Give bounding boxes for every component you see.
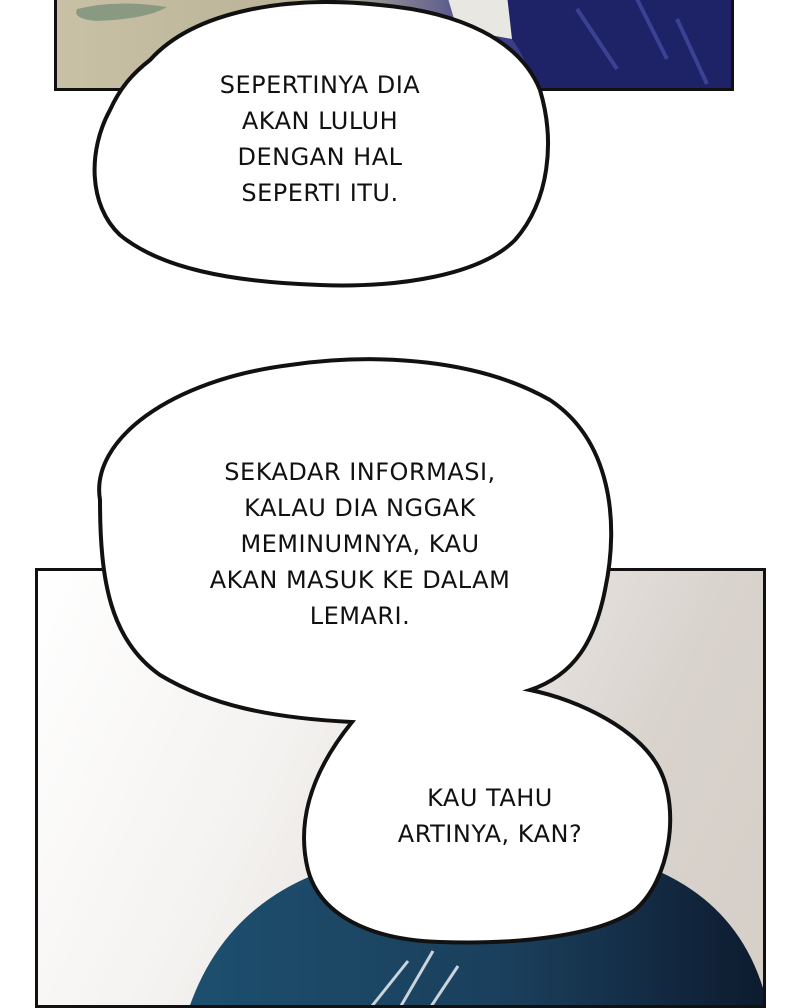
middle-bubble-line-1: SEKADAR INFORMASI, [224, 458, 496, 486]
top-bubble-line-3: DENGAN HAL [237, 143, 403, 171]
middle-bubble-line-4: AKAN MASUK KE DALAM [209, 566, 511, 594]
tail-bubble-text [360, 780, 620, 852]
middle-bubble-text [140, 454, 580, 634]
top-bubble-line-1: SEPERTINYA DIA [219, 71, 421, 99]
middle-speech-bubble [99, 359, 670, 942]
tail-bubble-line-1: KAU TAHU [427, 784, 553, 812]
middle-bubble-line-5: LEMARI. [309, 602, 411, 630]
tail-bubble-line-2: ARTINYA, KAN? [397, 820, 583, 848]
top-bubble-line-4: SEPERTI ITU. [241, 179, 399, 207]
top-bubble-line-2: AKAN LULUH [241, 107, 399, 135]
top-bubble-text [150, 67, 490, 211]
middle-bubble-line-2: KALAU DIA NGGAK [244, 494, 476, 522]
middle-bubble-line-3: MEMINUMNYA, KAU [240, 530, 480, 558]
